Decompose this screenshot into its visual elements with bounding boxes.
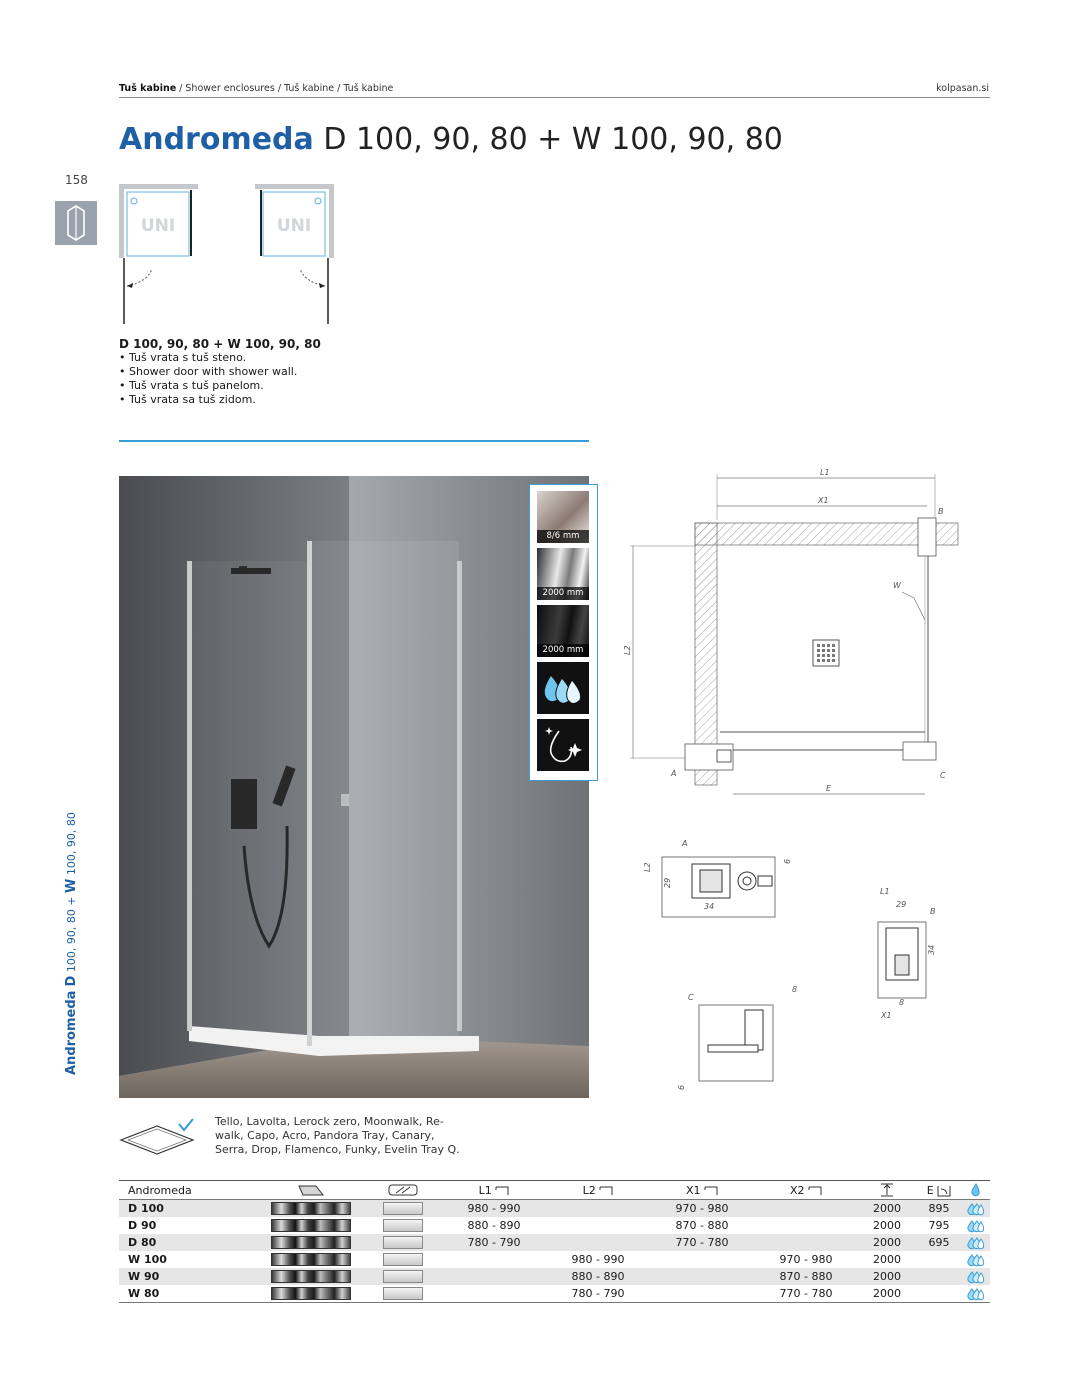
table-row: [119, 1285, 990, 1303]
description-line: • Shower door with shower wall.: [119, 365, 298, 378]
description-title: D 100, 90, 80 + W 100, 90, 80: [119, 337, 321, 351]
title-models: D 100, 90, 80 + W 100, 90, 80: [313, 122, 783, 157]
row-profile-swatch: [258, 1217, 364, 1234]
easy-clean-icon: [537, 719, 589, 771]
table-row: [119, 1217, 990, 1234]
label-C: C: [940, 771, 946, 780]
section-tab: [55, 201, 97, 245]
row-height: 2000: [858, 1200, 916, 1218]
row-L2: [546, 1200, 650, 1218]
header-X1: X1: [650, 1181, 754, 1200]
uni-left-schematic: [119, 182, 199, 324]
description-line: • Tuš vrata sa tuš zidom.: [119, 393, 256, 406]
row-water: [962, 1268, 990, 1285]
row-E: 795: [928, 1219, 950, 1232]
product-photo: [119, 476, 589, 1098]
width-icon: [495, 1185, 509, 1197]
side-w: W: [64, 878, 79, 893]
title-brand: Andromeda: [119, 122, 314, 157]
profile-finish-swatch: [271, 1287, 351, 1300]
row-model: W 80: [119, 1285, 258, 1303]
row-X2: 970 - 980: [779, 1253, 833, 1266]
detail-dim-29: 29: [663, 877, 672, 888]
detail-dim-6: 6: [783, 858, 792, 864]
row-E: [916, 1251, 962, 1268]
row-L2: [546, 1234, 650, 1251]
detail-dim-6c: 6: [677, 1084, 686, 1090]
water-drops-icon: [966, 1236, 986, 1250]
water-drops-icon: [966, 1253, 986, 1267]
feature-black-profile: [537, 605, 589, 657]
detail-dim-34: 34: [704, 902, 715, 911]
profile-finish-swatch: [271, 1270, 351, 1283]
row-profile-swatch: [258, 1268, 364, 1285]
profile-finish-swatch: [271, 1253, 351, 1266]
row-model: D 80: [119, 1234, 258, 1251]
technical-drawing: [620, 460, 990, 1100]
row-water: [962, 1217, 990, 1234]
header-height: [858, 1181, 916, 1200]
description-line: • Tuš vrata s tuš panelom.: [119, 379, 264, 392]
shower-enclosure-illustration: [119, 476, 589, 1098]
row-X1: 970 - 980: [650, 1200, 754, 1218]
glass-swatch: [383, 1236, 423, 1249]
uni-label-right: UNI: [276, 216, 312, 236]
header-water: [962, 1181, 990, 1200]
row-X1: 870 - 880: [675, 1219, 729, 1232]
profile-finish-swatch: [271, 1219, 351, 1232]
dim-X1: X1: [818, 496, 829, 505]
water-drops-icon: [966, 1219, 986, 1233]
row-X1: [650, 1268, 754, 1285]
detail-dim-X1: X1: [881, 1011, 892, 1020]
header-profile: [258, 1181, 364, 1200]
site-url: kolpasan.si: [936, 83, 989, 94]
row-L1: [442, 1268, 546, 1285]
row-height: 2000: [873, 1219, 901, 1232]
profile-finish-icon: [298, 1183, 324, 1197]
row-X1: 770 - 780: [650, 1234, 754, 1251]
row-glass-swatch: [364, 1251, 442, 1268]
detail-label-C: C: [688, 993, 694, 1002]
row-profile-swatch: [258, 1234, 364, 1251]
table-header-row: [119, 1181, 990, 1200]
header-L1: L1: [442, 1181, 546, 1200]
header-E: E: [916, 1181, 962, 1200]
row-profile-swatch: [258, 1251, 364, 1268]
table-row: [119, 1234, 990, 1251]
row-E: [916, 1285, 962, 1303]
row-glass-swatch: [364, 1234, 442, 1251]
water-drops-icon: [966, 1287, 986, 1301]
row-height: 2000: [858, 1268, 916, 1285]
header-glass: [364, 1181, 442, 1200]
side-running-title: [64, 812, 79, 1075]
row-height: 2000: [873, 1253, 901, 1266]
detail-label-B: B: [930, 907, 936, 916]
detail-dim-L1: L1: [880, 887, 890, 896]
feature-caption: 8/6 mm: [537, 530, 589, 543]
row-L2: 980 - 990: [571, 1253, 625, 1266]
side-d: D: [64, 975, 79, 987]
label-W: W: [893, 581, 901, 590]
description-line: • Tuš vrata s tuš steno.: [119, 351, 247, 364]
glass-swatch: [383, 1253, 423, 1266]
row-E: 695: [916, 1234, 962, 1251]
detail-dim-34b: 34: [927, 944, 936, 955]
row-water: [962, 1285, 990, 1303]
row-E: 895: [916, 1200, 962, 1218]
row-L2: [546, 1217, 650, 1234]
label-A: A: [671, 769, 677, 778]
feature-caption: 2000 mm: [537, 587, 589, 600]
entry-width-icon: [937, 1185, 951, 1197]
row-L2: 880 - 890: [546, 1268, 650, 1285]
compatible-trays: Tello, Lavolta, Lerock zero, Moonwalk, Re-walk, Capo, Acro, Pandora Tray, Canary, Serra, Drop, Flamenco, Funky, Evelin Tray Q.: [215, 1115, 460, 1156]
product-description: [119, 337, 321, 407]
glass-swatch: [383, 1287, 423, 1300]
table-row: [119, 1200, 990, 1218]
width-icon: [704, 1185, 718, 1197]
row-water: [962, 1200, 990, 1218]
row-L1: 980 - 990: [442, 1200, 546, 1218]
uni-label-left: UNI: [140, 216, 176, 236]
row-glass-swatch: [364, 1285, 442, 1303]
row-profile-swatch: [258, 1200, 364, 1218]
breadcrumb-category: Tuš kabine: [119, 83, 177, 94]
row-glass-swatch: [364, 1200, 442, 1218]
detail-label-A: A: [682, 839, 688, 848]
shower-tray-icon: [119, 1116, 199, 1156]
side-brand: Andromeda: [64, 990, 79, 1075]
row-X1: [650, 1251, 754, 1268]
glass-swatch: [383, 1202, 423, 1215]
row-X2: [754, 1217, 858, 1234]
glass-swatch: [383, 1219, 423, 1232]
breadcrumb-rest: / Shower enclosures / Tuš kabine / Tuš kabine: [176, 83, 394, 94]
row-X2: 870 - 880: [754, 1268, 858, 1285]
table-row: [119, 1251, 990, 1268]
water-drops-icon: [537, 662, 589, 714]
height-icon: [880, 1183, 894, 1197]
uni-right-schematic: [255, 182, 335, 324]
row-model: D 100: [119, 1200, 258, 1218]
row-L1: [442, 1251, 546, 1268]
water-drops-icon: [966, 1270, 986, 1284]
table-row: [119, 1268, 990, 1285]
row-model: W 100: [128, 1253, 167, 1266]
row-model: D 90: [128, 1219, 157, 1232]
row-X1: [650, 1285, 754, 1303]
shower-door-icon: [55, 201, 97, 245]
profile-finish-swatch: [271, 1202, 351, 1215]
dim-L1: L1: [820, 468, 830, 477]
water-drop-icon: [970, 1183, 982, 1197]
spec-table: [119, 1180, 990, 1303]
row-L2: 780 - 790: [546, 1285, 650, 1303]
row-X2: 770 - 780: [754, 1285, 858, 1303]
row-L1: [442, 1285, 546, 1303]
feature-panel: [529, 484, 598, 781]
page-number: 158: [65, 173, 88, 187]
page-title: [119, 122, 783, 157]
row-model: W 90: [119, 1268, 258, 1285]
detail-dim-8c: 8: [792, 985, 798, 994]
detail-dim-L2: L2: [643, 862, 652, 872]
dim-L2: L2: [623, 645, 632, 655]
glass-type-icon: [388, 1183, 418, 1197]
side-d-sizes: 100, 90, 80 +: [65, 892, 78, 976]
width-icon: [599, 1185, 613, 1197]
feature-chrome-profile: [537, 548, 589, 600]
width-icon: [808, 1185, 822, 1197]
feature-caption: 2000 mm: [537, 644, 589, 657]
section-divider: [119, 440, 589, 442]
label-B: B: [938, 507, 944, 516]
row-X2: [754, 1234, 858, 1251]
detail-dim-29b: 29: [896, 900, 907, 909]
row-E: [916, 1268, 962, 1285]
row-L1: 880 - 890: [467, 1219, 521, 1232]
header-L2: L2: [546, 1181, 650, 1200]
detail-dim-8: 8: [899, 998, 905, 1007]
water-drops-icon: [966, 1202, 986, 1216]
dim-E: E: [826, 784, 832, 793]
row-glass-swatch: [364, 1217, 442, 1234]
row-height: 2000: [858, 1285, 916, 1303]
header-divider: [119, 97, 990, 98]
row-profile-swatch: [258, 1285, 364, 1303]
breadcrumb: [119, 83, 393, 94]
row-water: [962, 1251, 990, 1268]
row-height: 2000: [858, 1234, 916, 1251]
profile-finish-swatch: [271, 1236, 351, 1249]
header-X2: X2: [754, 1181, 858, 1200]
header-model: Andromeda: [119, 1181, 258, 1200]
glass-swatch: [383, 1270, 423, 1283]
row-L1: 780 - 790: [442, 1234, 546, 1251]
feature-glass-thickness: [537, 491, 589, 543]
row-water: [962, 1234, 990, 1251]
side-w-sizes: 100, 90, 80: [65, 812, 78, 879]
row-X2: [754, 1200, 858, 1218]
row-glass-swatch: [364, 1268, 442, 1285]
